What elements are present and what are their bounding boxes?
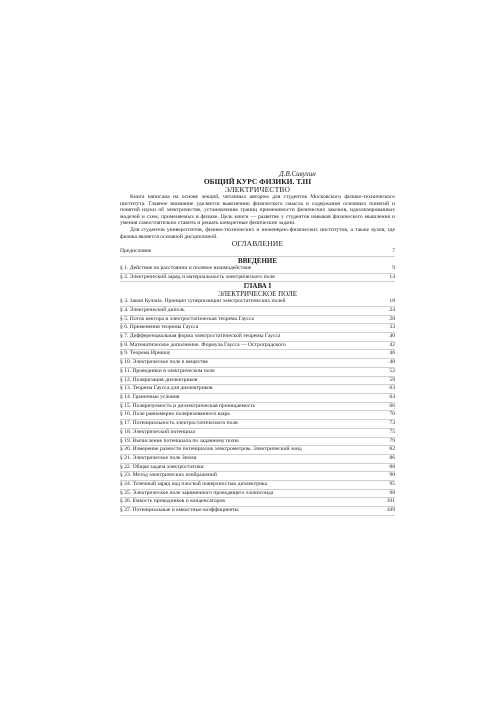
toc-item[interactable] — [120, 350, 395, 359]
toc-item-label: § 26. Емкость проводников и конденсаторов — [120, 498, 225, 505]
book-subtitle: ЭЛЕКТРИЧЕСТВО — [224, 185, 291, 194]
toc-item-label: § 13. Теорема Гаусса для диэлектриков — [120, 385, 213, 392]
toc-item[interactable] — [120, 359, 395, 368]
toc-item[interactable] — [120, 377, 395, 386]
toc-item-label: § 23. Метод электрических изображений — [120, 472, 217, 479]
toc-item-page: 52 — [389, 367, 395, 374]
toc-item[interactable] — [120, 324, 395, 333]
book-card — [120, 170, 395, 516]
toc-item[interactable] — [120, 446, 395, 455]
toc-item[interactable] — [120, 464, 395, 473]
toc-item-page: 88 — [389, 463, 395, 470]
toc-item-page: 14 — [389, 273, 395, 280]
toc-item-label: § 24. Точечный заряд над плоской поверхностью диэлектрика — [120, 481, 268, 488]
toc-item-page: 95 — [389, 481, 395, 488]
toc-chapter-list — [120, 298, 395, 516]
toc-item-label: § 5. Поток вектора и электростатическая теорема Гаусса — [120, 315, 255, 322]
toc-item-label: § 27. Потенциальные и емкостные коэффициенты — [120, 507, 239, 514]
toc-title: ОГЛАВЛЕНИЕ — [231, 239, 284, 249]
book-title: ОБЩИЙ КУРС ФИЗИКИ. Т.III — [203, 177, 312, 186]
toc-item-page: 40 — [389, 333, 395, 340]
toc-item[interactable] — [120, 490, 395, 499]
toc-item-label: § 20. Измерение разности потенциалов электрометром. Электрический зонд — [120, 446, 302, 453]
toc-item[interactable] — [120, 368, 395, 377]
toc-item-page: 98 — [389, 489, 395, 496]
toc-item-label: § 3. Закон Кулона. Принцип суперпозиции электростатических полей — [120, 298, 286, 305]
book-abstract-paragraph: Книга написана на основе лекций, читанных автором для студентов Московского физико-технического института. Главное внимание уделяется выяснению физического смысла и содержания основных понятий и понятий науки об электричестве, установлению границ применимости физических законов, идеализированных моделей и схем, применяемых в физике. Цель книги — развитие у студентов навыков физического мышления и умения самостоятельно ставить и решать конкретные физические задачи. — [120, 194, 395, 227]
toc-item-label: § 21. Электрическое поле Земли — [120, 454, 197, 461]
toc-item-label: § 4. Электрический диполь — [120, 306, 185, 313]
toc-item-page: 82 — [389, 446, 395, 453]
toc-item-page: 63 — [389, 385, 395, 392]
toc-item-label: § 8. Математическое дополнение. Формула Гаусса — Остроградского — [120, 341, 286, 348]
toc-item[interactable] — [120, 298, 395, 307]
toc-item[interactable] — [120, 342, 395, 351]
toc-item-label: § 9. Теорема Ирншоу — [120, 350, 171, 357]
toc-item[interactable] — [120, 307, 395, 316]
toc-item[interactable] — [120, 498, 395, 507]
toc-item-label: § 1. Действие на расстоянии и полевое взаимодействие — [120, 264, 252, 271]
toc-item[interactable] — [120, 507, 395, 516]
toc-item-label: § 7. Дифференциальная форма электростатической теоремы Гаусса — [120, 333, 281, 340]
toc-intro-heading: ВВЕДЕНИЕ — [237, 256, 278, 265]
toc-item[interactable] — [120, 411, 395, 420]
toc-item-page: 9 — [392, 264, 395, 271]
toc-item[interactable] — [120, 265, 395, 274]
toc-chapter-title: ЭЛЕКТРИЧЕСКОЕ ПОЛЕ — [218, 290, 297, 299]
toc-item-page: 66 — [389, 402, 395, 409]
toc-item[interactable] — [120, 455, 395, 464]
toc-item-page: 33 — [389, 324, 395, 331]
toc-item[interactable] — [120, 438, 395, 447]
toc-item-page: 48 — [389, 359, 395, 366]
toc-item-page: 64 — [389, 394, 395, 400]
toc-item[interactable] — [120, 394, 395, 403]
toc-item-label: § 19. Вычисление потенциала по заданному полю — [120, 437, 239, 444]
toc-intro-list — [120, 265, 395, 282]
toc-item-page: 18 — [389, 298, 395, 305]
toc-item[interactable] — [120, 274, 395, 283]
toc-item-label: § 17. Потенциальность электростатического поля — [120, 420, 238, 427]
toc-item-label: § 16. Поле равномерно поляризованного шара — [120, 411, 230, 418]
toc-item-label: § 12. Поляризация диэлектриков — [120, 376, 198, 383]
toc-item[interactable] — [120, 333, 395, 342]
toc-item[interactable] — [120, 403, 395, 412]
toc-item-label: § 6. Применения теоремы Гаусса — [120, 324, 199, 331]
toc-item[interactable] — [120, 429, 395, 438]
toc-item[interactable] — [120, 481, 395, 490]
toc-item-page: 70 — [389, 411, 395, 418]
toc-item-page: 7 — [392, 248, 395, 255]
toc-item-label: § 22. Общая задача электростатики — [120, 463, 204, 470]
toc-item-label: § 25. Электрическое поле заряженного проводящего эллипсоида — [120, 489, 274, 496]
toc-item-label: § 11. Проводники в электрическом поле — [120, 367, 215, 374]
toc-item-page: 24 — [389, 306, 395, 313]
toc-item-page: 79 — [389, 437, 395, 444]
toc-item-preface[interactable] — [120, 248, 395, 257]
toc-item-page: 101 — [386, 498, 395, 505]
book-abstract-paragraph: Для студентов университетов, физико-технических и инженерно-физических институтов, а также вузов, где физика является основной дисциплиной. — [120, 226, 395, 240]
toc-item-label: § 18. Электрический потенциал — [120, 428, 196, 435]
toc-item-page: 109 — [386, 507, 395, 514]
toc-item-label: § 14. Граничные условия — [120, 394, 180, 400]
toc-item-label: Предисловие — [120, 248, 152, 255]
toc-item-page: 42 — [389, 341, 395, 348]
toc-chapter-heading: ГЛАВА I — [243, 282, 272, 291]
toc-item-page: 46 — [389, 350, 395, 357]
toc-item-label: § 10. Электрическое поле в веществе — [120, 359, 208, 366]
toc-item-page: 28 — [389, 315, 395, 322]
toc-item-page: 73 — [389, 420, 395, 427]
toc-item-page: 75 — [389, 428, 395, 435]
toc-item-page: 86 — [389, 454, 395, 461]
toc-item[interactable] — [120, 420, 395, 429]
toc-item-page: 59 — [389, 376, 395, 383]
toc-preface-list — [120, 248, 395, 257]
toc-item[interactable] — [120, 472, 395, 481]
toc-item-label: § 2. Электрический заряд и материальность электрического поля — [120, 273, 275, 280]
book-author: Д.В.Сивухин — [279, 170, 316, 178]
toc-item-label: § 15. Поляризуемость и диэлектрическая проницаемость — [120, 402, 256, 409]
toc-item[interactable] — [120, 385, 395, 394]
toc-item-page: 90 — [389, 472, 395, 479]
toc-item[interactable] — [120, 316, 395, 325]
